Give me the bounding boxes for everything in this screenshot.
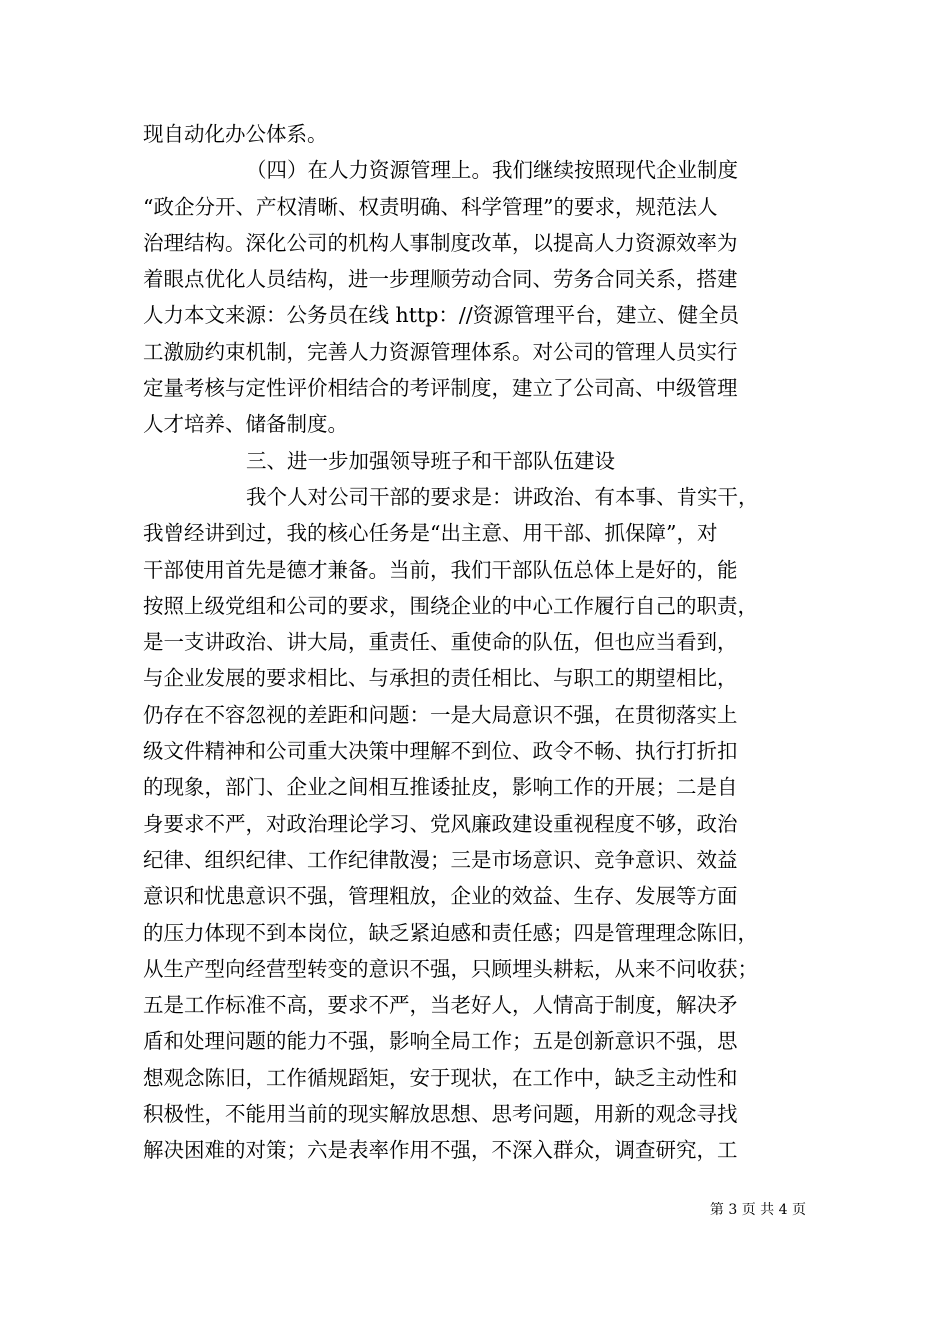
text-line: 的现象，部门、企业之间相互推诿扯皮，影响工作的开展；二是自 [143,775,738,800]
text-line: 治理结构。深化公司的机构人事制度改革，以提高人力资源效率为 [143,230,738,255]
text-line: 与企业发展的要求相比、与承担的责任相比、与职工的期望相比， [143,666,738,691]
text-line: 意识和忧患意识不强，管理粗放，企业的效益、生存、发展等方面 [143,884,738,909]
text-line: 级文件精神和公司重大决策中理解不到位、政令不畅、执行打折扣 [143,739,738,764]
text-line: 是一支讲政治、讲大局，重责任、重使命的队伍，但也应当看到， [143,630,738,655]
body-text [143,116,811,1169]
text-line: 我个人对公司干部的要求是：讲政治、有本事、肯实干， [246,484,759,509]
text-line: 仍存在不容忽视的差距和问题：一是大局意识不强，在贯彻落实上 [143,702,738,727]
text-line: 着眼点优化人员结构，进一步理顺劳动合同、劳务合同关系，搭建 [143,267,738,292]
text-line: 盾和处理问题的能力不强，影响全局工作；五是创新意识不强，思 [143,1029,738,1054]
text-line: 的压力体现不到本岗位，缺乏紧迫感和责任感；四是管理理念陈旧， [143,920,758,945]
text-line: 人力本文来源：公务员在线 http：//资源管理平台，建立、健全员 [143,303,740,328]
text-line: 工激励约束机制，完善人力资源管理体系。对公司的管理人员实行 [143,339,738,364]
text-line: 人才培养、储备制度。 [143,412,348,437]
text-line: 从生产型向经营型转变的意识不强，只顾埋头耕耘，从来不问收获； [143,956,758,981]
section-heading: 三、进一步加强领导班子和干部队伍建设 [246,448,615,473]
text-line: （四）在人力资源管理上。我们继续按照现代企业制度 [246,158,738,183]
text-line: 纪律、组织纪律、工作纪律散漫；三是市场意识、竞争意识、效益 [143,847,738,872]
text-line: 身要求不严，对政治理论学习、党风廉政建设重视程度不够，政治 [143,811,738,836]
text-line: 五是工作标准不高，要求不严，当老好人，人情高于制度，解决矛 [143,993,738,1018]
text-line: 我曾经讲到过，我的核心任务是“出主意、用干部、抓保障”，对 [143,521,718,546]
page-number: 第 3 页 共 4 页 [709,1202,806,1218]
text-line: 按照上级党组和公司的要求，围绕企业的中心工作履行自己的职责， [143,593,758,618]
text-line: 积极性，不能用当前的现实解放思想、思考问题，用新的观念寻找 [143,1102,738,1127]
text-line: “政企分开、产权清晰、权责明确、科学管理”的要求，规范法人 [143,194,718,219]
text-line: 现自动化办公体系。 [143,122,328,146]
text-line: 解决困难的对策；六是表率作用不强，不深入群众，调查研究，工 [143,1138,738,1163]
text-line: 想观念陈旧，工作循规蹈矩，安于现状，在工作中，缺乏主动性和 [143,1065,738,1090]
text-line: 干部使用首先是德才兼备。当前，我们干部队伍总体上是好的，能 [143,557,738,582]
page-footer [0,1200,806,1220]
text-line: 定量考核与定性评价相结合的考评制度，建立了公司高、中级管理 [143,376,738,401]
